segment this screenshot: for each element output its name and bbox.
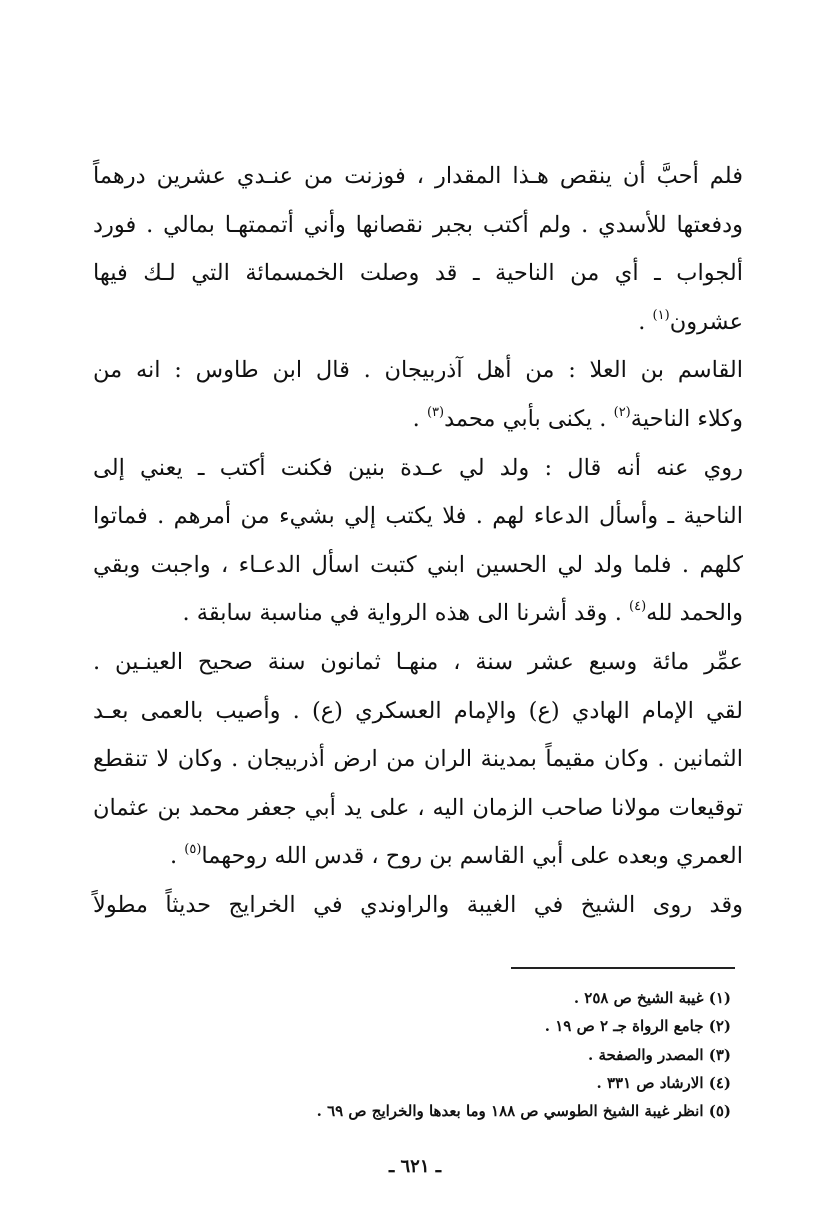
footnotes: [111, 984, 731, 1125]
text-line: لقي الإمام الهادي (ع) والإمام العسكري (ع) . وأصيب بالعمى بعـد: [93, 697, 743, 724]
main-text: [93, 152, 743, 930]
footnote-marker: (٢): [613, 404, 631, 420]
text-line: توقيعات مولانا صاحب الزمان اليه ، على يد أبي جعفر محمد بن عثمان: [93, 794, 743, 821]
footnote: (٤) الارشاد ص ٣٣١ .: [596, 1073, 731, 1092]
text-line: ألجواب ـ أي من الناحية ـ قد وصلت الخمسمائة التي لـك فيها: [93, 260, 743, 287]
text-line: فلم أحبَّ أن ينقص هـذا المقدار ، فوزنت من عنـدي عشرين درهماً: [93, 163, 743, 189]
text-line: وقد روى الشيخ في الغيبة والراوندي في الخرايج حديثاً مطولاً: [93, 891, 743, 918]
footnote: (٢) جامع الرواة جـ ٢ ص ١٩ .: [544, 1017, 731, 1036]
text-line: ودفعتها للأسدي . ولم أكتب بجبر نقصانها وأني أتممتهـا بمالي . فورد: [93, 211, 743, 238]
footnote-marker: (٥): [184, 842, 202, 858]
footnote-separator: [511, 967, 735, 969]
footnote: (٣) المصدر والصفحة .: [588, 1045, 731, 1064]
footnote-marker: (١): [652, 307, 670, 323]
text-line: عمِّر مائة وسبع عشر سنة ، منهـا ثمانون سنة صحيح العينـين .: [93, 648, 743, 675]
page-number: ـ ٦٢١ ـ: [388, 1156, 442, 1177]
text-line: عشرون$^{(١)}$ .: [638, 307, 743, 335]
text-line: القاسم بن العلا : من أهل آذربيجان . قال ابن طاوس : انه من: [93, 357, 743, 384]
text-line: العمري وبعده على أبي القاسم بن روح ، قدس الله روحهما$^{(٥)}$ .: [169, 842, 743, 870]
text-line: كلهم . فلما ولد لي الحسين ابني كتبت اسأل الدعـاء ، واجبت وبقي: [93, 551, 743, 578]
footnote: (١) غيبة الشيخ ص ٢٥٨ .: [573, 989, 731, 1007]
text-line: روي عنه أنه قال : ولد لي عـدة بنين فكنت أكتب ـ يعني إلى: [93, 454, 743, 481]
footnote-marker: (٣): [426, 404, 445, 420]
text-line: وكلاء الناحية$^{(٢)}$ . يكنى بأبي محمد$^{(٣)}$ .: [412, 404, 743, 432]
text-line: الناحية ـ وأسأل الدعاء لهم . فلا يكتب إلي بشيء من أمرهم . فماتوا: [93, 503, 743, 530]
text-line: والحمد لله$^{(٤)}$ . وقد أشرنا الى هذه الرواية في مناسبة سابقة .: [182, 599, 743, 627]
footnote-marker: (٤): [629, 599, 647, 615]
text-line: الثمانين . وكان مقيماً بمدينة الران من ارض أذربيجان . وكان لا تنقطع: [93, 746, 743, 773]
footnote: (٥) انظر غيبة الشيخ الطوسي ص ١٨٨ وما بعدها والخرايج ص ٦٩ .: [316, 1102, 731, 1121]
